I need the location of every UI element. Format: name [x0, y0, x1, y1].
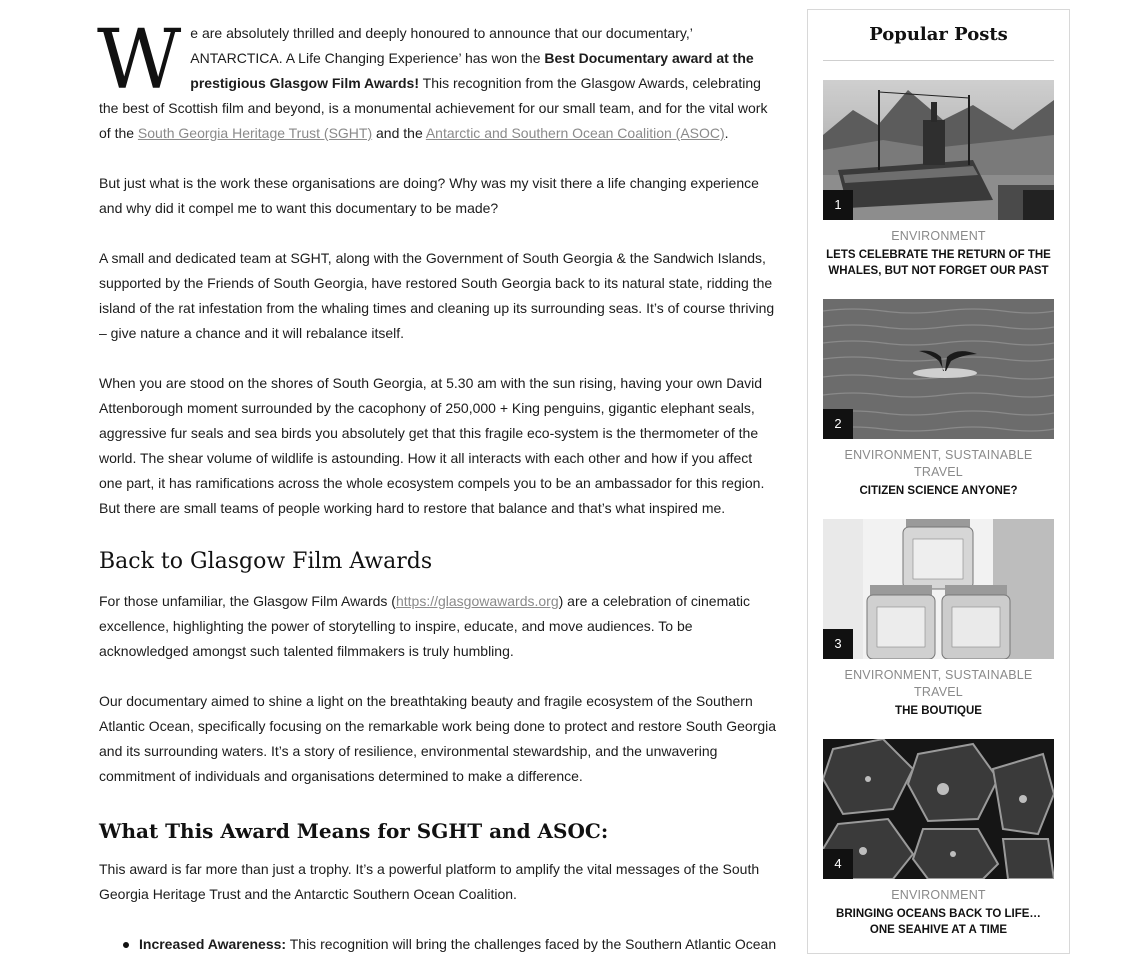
- intro-text-3: and the: [372, 125, 426, 141]
- popular-post-4[interactable]: [823, 739, 1054, 938]
- award-benefits-list: [99, 932, 779, 957]
- post-thumbnail[interactable]: [823, 80, 1054, 220]
- paragraph-documentary-aim: Our documentary aimed to shine a light on the breathtaking beauty and fragile ecosystem of the Southern Atlantic Ocean, specifically focusing on the remarkable work being done to protect and restore South Georgia and its surrounding waters. It’s a story of resilience, environmental stewardship, and the unwavering commitment of individuals and organisations determined to make a difference.: [99, 693, 777, 784]
- popular-post-3[interactable]: [823, 519, 1054, 719]
- popular-post-2[interactable]: [823, 299, 1054, 499]
- whale-tail-photo: [823, 299, 1054, 439]
- glasgow-text-1: For those unfamiliar, the Glasgow Film Awards (: [99, 593, 396, 609]
- heading-glasgow-awards: Back to Glasgow Film Awards: [99, 549, 433, 574]
- intro-text-1: e are absolutely thrilled and deeply honoured to announce that our documentary,’ ANTARCTICA. A Life Changing Experience’ has won the: [190, 25, 693, 66]
- honey-jars-photo: [823, 519, 1054, 659]
- intro-paragraph: [97, 13, 779, 146]
- widget-title: Popular Posts: [869, 24, 1008, 45]
- post-category[interactable]: ENVIRONMENT, SUSTAINABLE TRAVEL: [844, 448, 1033, 479]
- post-thumbnail[interactable]: [823, 519, 1054, 659]
- asoc-link[interactable]: Antarctic and Southern Ocean Coalition (ASOC): [425, 125, 725, 141]
- whaling-ship-photo: [823, 80, 1054, 220]
- popular-posts-widget: [807, 9, 1070, 954]
- post-title[interactable]: THE BOUTIQUE: [895, 705, 982, 717]
- drop-cap: W: [97, 13, 182, 108]
- post-title[interactable]: BRINGING OCEANS BACK TO LIFE… ONE SEAHIVE AT A TIME: [836, 908, 1041, 936]
- post-rank-badge: 2: [823, 409, 853, 439]
- seahive-photo: [823, 739, 1054, 879]
- glasgow-text-2: ) are a celebration of cinematic excellence, highlighting the power of storytelling to inspire, educate, and move audiences. To be acknowledged amongst such talented filmmakers is truly humbling.: [99, 593, 751, 659]
- paragraph-sght-team: A small and dedicated team at SGHT, along with the Government of South Georgia & the Sandwich Islands, supported by the Friends of South Georgia, have restored South Georgia back to its natural state, ridding the island of the rat infestation from the whaling times and cleaning up its surrounding seas. It’s of course thriving – give nature a chance and it will rebalance itself.: [99, 250, 775, 341]
- popular-post-1[interactable]: [823, 80, 1054, 279]
- post-rank-badge: 4: [823, 849, 853, 879]
- sght-link[interactable]: South Georgia Heritage Trust (SGHT): [137, 125, 373, 141]
- intro-bold-text: Best Documentary award at the prestigious Glasgow Film Awards!: [190, 50, 754, 91]
- post-thumbnail[interactable]: [823, 299, 1054, 439]
- post-rank-badge: 3: [823, 629, 853, 659]
- post-category[interactable]: ENVIRONMENT: [891, 888, 986, 902]
- glasgow-awards-link[interactable]: https://glasgowawards.org: [395, 593, 559, 609]
- post-title[interactable]: LETS CELEBRATE THE RETURN OF THE WHALES, BUT NOT FORGET OUR PAST: [826, 249, 1051, 277]
- paragraph-glasgow-awards: [99, 589, 779, 664]
- heading-award-meaning: What This Award Means for SGHT and ASOC:: [99, 819, 609, 843]
- post-category[interactable]: ENVIRONMENT: [891, 229, 986, 243]
- list-item-text: This recognition will bring the challenges faced by the Southern Atlantic Ocean: [286, 936, 777, 952]
- title-divider: [823, 60, 1054, 61]
- intro-text-4: .: [724, 125, 729, 141]
- post-rank-badge: 1: [823, 190, 853, 220]
- paragraph-award-platform: This award is far more than just a trophy. It’s a powerful platform to amplify the vital messages of the South Georgia Heritage Trust and the Antarctic Southern Ocean Coalition.: [99, 861, 760, 902]
- paragraph-south-georgia-shores: When you are stood on the shores of South Georgia, at 5.30 am with the sun rising, having your own David Attenborough moment surrounded by the cacophony of 250,000 + King penguins, gigantic elephant seals, aggressive fur seals and sea birds you absolutely get that this fragile eco-system is the thermometer of the world. The shear volume of wildlife is astounding. How it all interacts with each other and how if you affect one part, it has ramifications across the whole ecosystem compels you to be an ambassador for this region. But there are small teams of people working hard to restore that balance and that’s what inspired me.: [99, 375, 765, 516]
- post-category[interactable]: ENVIRONMENT, SUSTAINABLE TRAVEL: [844, 668, 1033, 699]
- intro-text-2: This recognition from the Glasgow Awards, celebrating the best of Scottish film and beyond, is a monumental achievement for our small team, and for the vital work of the: [99, 75, 768, 141]
- post-title[interactable]: CITIZEN SCIENCE ANYONE?: [859, 485, 1018, 497]
- paragraph-question: But just what is the work these organisations are doing? Why was my visit there a life changing experience and why did it compel me to want this documentary to be made?: [99, 175, 759, 216]
- post-thumbnail[interactable]: [823, 739, 1054, 879]
- list-item: [99, 932, 779, 957]
- list-item-title: Increased Awareness:: [139, 936, 287, 952]
